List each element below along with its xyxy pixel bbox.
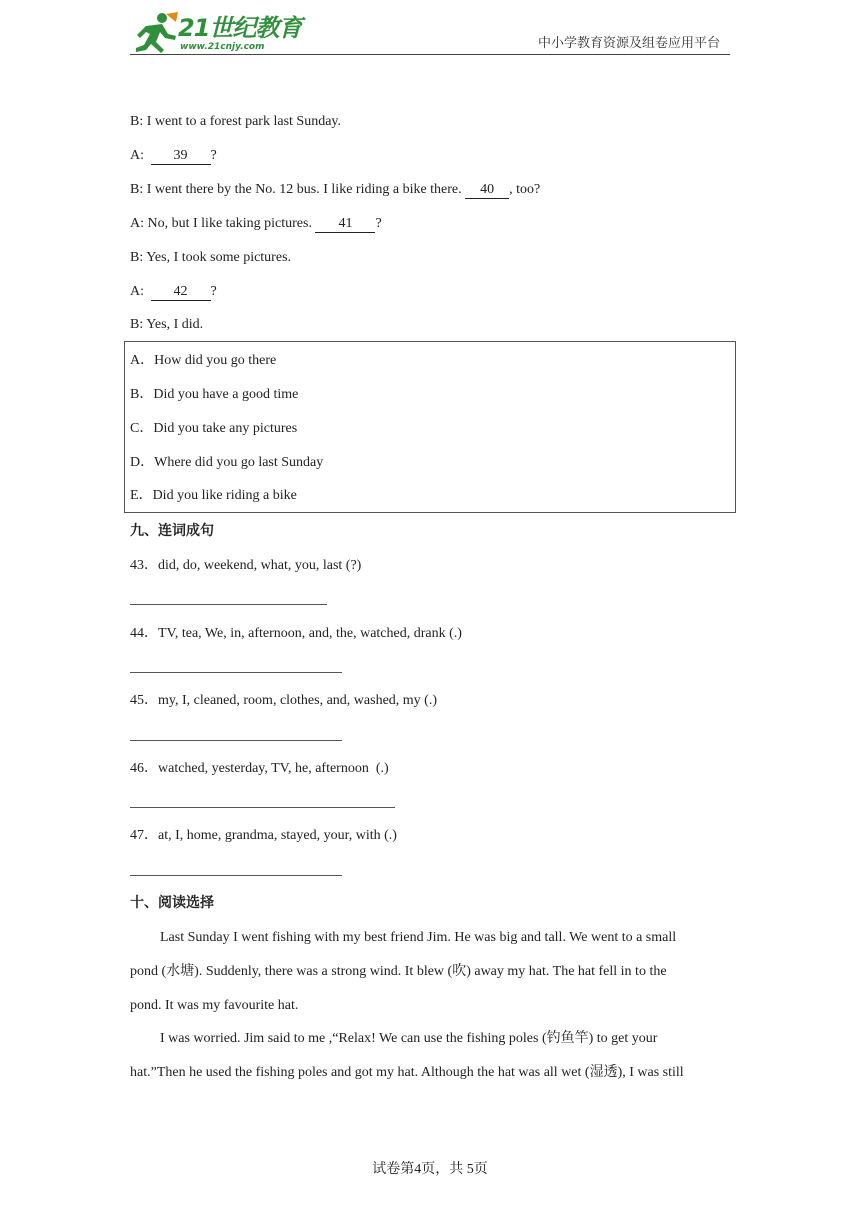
logo-url: www.21cnjy.com bbox=[180, 42, 265, 52]
dialogue-punct: ? bbox=[210, 284, 217, 299]
question-number: 47． bbox=[130, 828, 158, 843]
dialogue-punct: ? bbox=[375, 216, 382, 231]
dialogue-line bbox=[130, 282, 217, 302]
question-item bbox=[130, 826, 397, 846]
question-item bbox=[130, 624, 462, 644]
dialogue-line bbox=[130, 112, 341, 132]
question-number: 45． bbox=[130, 693, 158, 708]
answer-blank: 42 bbox=[151, 284, 211, 301]
option-letter: C． bbox=[130, 421, 154, 436]
speaker: A: bbox=[130, 148, 144, 163]
passage-line: I was worried. Jim said to me ,“Relax! We can use the fishing poles (钓鱼竿) to get your bbox=[160, 1031, 658, 1046]
answer-line[interactable] bbox=[130, 807, 395, 808]
answer-line[interactable] bbox=[130, 672, 342, 673]
speaker: B: bbox=[130, 182, 144, 197]
section-title: 九、连词成句 bbox=[130, 523, 214, 539]
option-item bbox=[130, 419, 297, 439]
dialogue-line bbox=[130, 248, 291, 268]
dialogue-punct: ? bbox=[210, 148, 217, 163]
dialogue-line bbox=[130, 315, 203, 335]
option-item bbox=[130, 351, 276, 371]
question-item bbox=[130, 691, 437, 711]
answer-line[interactable] bbox=[130, 875, 342, 876]
passage-line: pond (水塘). Suddenly, there was a strong wind. It blew (吹) away my hat. The hat fell in to the bbox=[130, 964, 667, 979]
question-text: did, do, weekend, what, you, last (?) bbox=[158, 558, 362, 573]
logo-text: 21世纪教育 bbox=[178, 14, 302, 42]
passage-line: hat.”Then he used the fishing poles and got my hat. Although the hat was all wet (湿透), I was still bbox=[130, 1065, 684, 1080]
option-text: Did you have a good time bbox=[153, 387, 299, 402]
answer-line[interactable] bbox=[130, 604, 327, 605]
logo bbox=[132, 12, 302, 54]
speaker: B: bbox=[130, 250, 144, 265]
dialogue-text: Yes, I took some pictures. bbox=[146, 250, 292, 265]
option-letter: E． bbox=[130, 488, 153, 503]
speaker: B: bbox=[130, 317, 144, 332]
question-text: watched, yesterday, TV, he, afternoon (.) bbox=[158, 761, 389, 776]
runner-logo-icon bbox=[132, 12, 180, 54]
passage-line: pond. It was my favourite hat. bbox=[130, 998, 299, 1013]
passage-line: Last Sunday I went fishing with my best friend Jim. He was big and tall. We went to a small bbox=[160, 930, 677, 945]
option-text: How did you go there bbox=[154, 353, 277, 368]
section-title: 十、阅读选择 bbox=[130, 895, 214, 911]
speaker: A: bbox=[130, 216, 144, 231]
dialogue-line bbox=[130, 146, 217, 166]
question-item bbox=[130, 759, 389, 779]
dialogue-text: Yes, I did. bbox=[146, 317, 204, 332]
question-number: 43． bbox=[130, 558, 158, 573]
question-item bbox=[130, 556, 361, 576]
option-text: Did you like riding a bike bbox=[152, 488, 297, 503]
page-number: 试卷第4页，共 5页 bbox=[372, 1162, 488, 1177]
option-text: Did you take any pictures bbox=[153, 421, 298, 436]
dialogue-text: I went to a forest park last Sunday. bbox=[146, 114, 341, 129]
question-number: 46． bbox=[130, 761, 158, 776]
answer-line[interactable] bbox=[130, 740, 342, 741]
option-item bbox=[130, 486, 297, 506]
answer-blank: 41 bbox=[315, 216, 375, 233]
header bbox=[0, 0, 860, 60]
option-letter: A． bbox=[130, 353, 155, 368]
dialogue-line bbox=[130, 180, 540, 200]
option-item bbox=[130, 385, 298, 405]
speaker: B: bbox=[130, 114, 144, 129]
question-text: my, I, cleaned, room, clothes, and, washed, my (.) bbox=[158, 693, 438, 708]
question-text: TV, tea, We, in, afternoon, and, the, watched, drank (.) bbox=[158, 626, 462, 641]
option-item bbox=[130, 453, 323, 473]
option-letter: D． bbox=[130, 455, 155, 470]
header-rule bbox=[130, 54, 730, 55]
dialogue-text: I went there by the No. 12 bus. I like riding a bike there. bbox=[146, 182, 462, 197]
dialogue-line bbox=[130, 214, 382, 234]
question-text: at, I, home, grandma, stayed, your, with (.) bbox=[158, 828, 397, 843]
question-number: 44． bbox=[130, 626, 158, 641]
dialogue-punct: , too? bbox=[509, 182, 541, 197]
speaker: A: bbox=[130, 284, 144, 299]
answer-blank: 40 bbox=[465, 182, 509, 199]
option-letter: B． bbox=[130, 387, 154, 402]
option-text: Where did you go last Sunday bbox=[154, 455, 324, 470]
site-name: 中小学教育资源及组卷应用平台 bbox=[538, 36, 721, 51]
dialogue-text: No, but I like taking pictures. bbox=[147, 216, 312, 231]
answer-blank: 39 bbox=[151, 148, 211, 165]
